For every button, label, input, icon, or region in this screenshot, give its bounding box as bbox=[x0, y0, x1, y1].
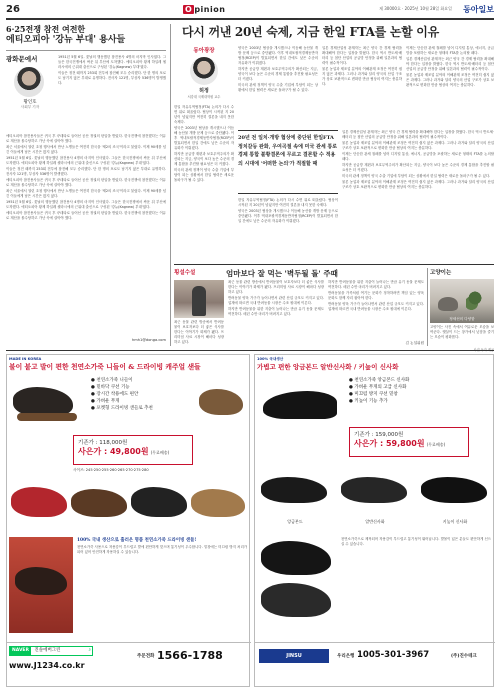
paragraph: 반려동물 양육 가구가 늘어나면서 관련 산업 규모도 커지고 있다. 업계에 따르면 국내 반려동물 시장은 수조 원대에 이른다. bbox=[228, 296, 324, 305]
bullet-item: ● 천연소가죽 앙금본드 신사화 bbox=[349, 378, 410, 383]
dress-shoe-photo bbox=[261, 477, 327, 503]
main-body-col3 bbox=[322, 46, 402, 126]
section-label: O pinion bbox=[185, 5, 226, 14]
paragraph: 1951년 5월 6일. 꽃날의 행동했던 참전용사 4명의 마지막 인사였다. 그들은 한국전쟁에서 싸운 뒤 부산에 도착했다. 에티오피아 황제 하일레 셀라시에의 근위대 출신으로 구성된 '강뉴(Kagnew) 부대'였다. bbox=[58, 55, 166, 69]
paragraph: 일본 경제산업성 관계자는 최근 양국 간 경제 협력을 확대해야 한다는 입장을 밝혔다. 한국 역시 반도체·배터리 등 첨단 산업의 공급망 안정을 위해 일본과의 협력이 필수적이다. bbox=[342, 130, 494, 139]
ad-right-price-box bbox=[349, 427, 469, 457]
ad-divider bbox=[6, 350, 494, 351]
model-card bbox=[257, 463, 333, 527]
paragraph: 이들은 정전 때까지 253회 전투에 참전해 모두 승리했다. 단 한 명의 포로도 남기지 않은 부대로 유명하다. 전사자 121명, 부상자 536명이 발생했다. bbox=[6, 167, 166, 176]
paragraph: 물론 농업과 제조업 분야의 이해관계 조정은 여전히 쉽지 않은 과제다. 그러나 과거와 달리 양국의 산업 구조가 상호 보완적으로 변화한 만큼 협상의 여지는 충분하다. bbox=[322, 67, 402, 86]
sandal-sole bbox=[17, 413, 77, 421]
columnist-role: 서강대 국제대학원 교수 bbox=[187, 95, 221, 99]
cat-shape bbox=[438, 297, 458, 311]
dress-shoe-photo bbox=[421, 477, 487, 503]
paragraph: 하지만 반려동물을 위한 지출이 늘어나는 만큼 유기 동물 문제도 여전하다. 매년 수만 마리가 버려지고 있다. bbox=[228, 307, 324, 316]
column-signoff: 김 논설위원 bbox=[405, 341, 424, 345]
ad-right-models bbox=[257, 463, 493, 527]
paragraph: 하지만 반려동물을 위한 지출이 늘어나는 만큼 유기 동물 문제도 여전하다. 매년 수만 마리가 버려지고 있다. bbox=[328, 280, 424, 289]
bullet-item: ● 미끄럼 방지 쿠션 밑창 bbox=[349, 392, 398, 397]
paragraph: 미국의 관세 정책이 양국 수출 기업에 부담이 되는 상황에서 한일 협력은 새로운 돌파구가 될 수 있다. bbox=[238, 83, 318, 92]
date-line: 제 30000호 · 2025년 10월 28일 화요일 bbox=[379, 6, 452, 11]
paragraph: 1951년 5월 6일. 꽃날의 행동했던 참전용사 4명의 마지막 인사였다. 그들은 한국전쟁에서 싸운 뒤 부산에 도착했다. 에티오피아 황제 하일레 셀라시에의 근위대 출신으로 구성된 '강뉴(Kagnew) 부대'였다. bbox=[6, 200, 166, 209]
author-role: 사회부 기자 bbox=[20, 105, 40, 109]
paragraph: 한일 자유무역협정(FTA) 논의가 다시 수면 위로 떠올랐다. 협상이 시작된 지 20년이 넘었지만 여전히 결론을 내지 못한 숙제다. bbox=[238, 198, 338, 207]
paragraph: 일본 경제산업성 관계자는 최근 양국 간 경제 협력을 확대해야 한다는 입장을 밝혔다. 한국 역시 반도체·배터리 등 첨단 산업의 공급망 안정을 위해 일본과의 협력이 필수적이다. bbox=[406, 57, 494, 71]
main-body-col4 bbox=[406, 46, 494, 126]
ad-left-shoe-group-1 bbox=[11, 377, 89, 437]
bullet-item: ● 천연소가죽 니들이 bbox=[91, 378, 133, 383]
paragraph: 물론 농업과 제조업 분야의 이해관계 조정은 여전히 쉽지 않은 과제다. 그러나 과거와 달리 양국의 산업 구조가 상호 보완적으로 변화한 만큼 협상의 여지는 충분하다. bbox=[342, 141, 494, 150]
paragraph: 일본 경제산업성 관계자는 최근 양국 간 경제 협력을 확대해야 한다는 입장을 밝혔다. 한국 역시 반도체·배터리 등 첨단 산업의 공급망 안정을 위해 일본과의 협력이 필수적이다. bbox=[322, 46, 402, 65]
ad-right-shoe-main bbox=[259, 377, 343, 433]
paragraph: 하지만 공급망 재편과 보호무역주의가 확산되는 지금, 양국이 보다 높은 수준의 경제 통합을 추진할 필요성은 더 커졌다. bbox=[174, 152, 234, 166]
paragraph: 이들은 정전 때까지 253회 전투에 참전해 모두 승리했다. 단 한 명의 포로도 남기지 않은 부대로 유명하다. 전사자 121명, 부상자 536명이 발생했다. bbox=[58, 71, 166, 85]
paragraph: 미국의 관세 정책이 양국 수출 기업에 부담이 되는 상황에서 한일 협력은 새로운 돌파구가 될 수 있다. bbox=[174, 168, 234, 182]
paragraph: 반려동물 양육 가구가 늘어나면서 관련 산업 규모도 커지고 있다. 업계에 따르면 국내 반려동물 시장은 수조 원대에 이른다. bbox=[328, 302, 424, 311]
bullet-item: ● 밑바닥 쿠션 기능 bbox=[91, 385, 130, 390]
ad-left-desc: 천연소가죽 사용으로 착용감이 부드럽고 발에 편안하게 맞으며 통기성이 우수합니다. 밑창에는 미끄럼 방지 처리가 되어 있어 안전하게 착용하실 수 있습니다. bbox=[77, 545, 247, 554]
pull-quote-text: 20년 전 일치·개방 협상에 중단된 한일FTA 정치갈등 완화, 우여곡절 속에 미국 관세 통로경제 통합 불황결론에 무르고 결론할 수 적용의 시대에 '어떠한 논의'가 적절할 때 bbox=[238, 135, 338, 167]
ad-right-price: 기존가 : 159,000원 bbox=[354, 432, 404, 438]
ad-left-photo-row bbox=[9, 477, 249, 535]
column-divider bbox=[170, 24, 171, 346]
column-name: 동아광장 bbox=[193, 48, 215, 54]
ad-made-in: MADE IN KOREA bbox=[9, 357, 42, 361]
sandal-feature bbox=[15, 567, 67, 595]
paper-name: 동아일보 bbox=[463, 5, 494, 14]
ad-left-sizes: 사이즈: 245·250·255·260·265·270·275·280 bbox=[73, 468, 149, 472]
naver-logo: NAVER bbox=[12, 648, 29, 653]
naver-search-text: 진솔에버그린 bbox=[34, 648, 61, 653]
bullet-item: ● 가벼운 무게의 고급 신사화 bbox=[349, 385, 407, 390]
ad-right-top: 100% 국내생산 bbox=[257, 357, 284, 361]
left-divider bbox=[6, 50, 166, 51]
paragraph: 양국은 2003년 협상을 개시했으나 이듬해 농산물 개방 문제 등으로 중단됐다. 이후 역내포괄적경제동반자협정(RCEP)이 발효되면서 한일 간에도 낮은 수준의 자유화가 이뤄졌다. bbox=[174, 126, 234, 150]
paragraph: 최근 서울에서 열린 초청 행사에서 만난 노병들은 여전히 한국을 '제2의 조국'이라고 불렀다. 이제 90세를 넘긴 이들에게 남은 시간은 많지 않다. bbox=[6, 145, 166, 154]
paragraph: 양국은 2003년 협상을 개시했으나 이듬해 농산물 개방 문제 등으로 중단됐다. 이후 역내포괄적경제동반자협정(RCEP)이 발효되면서 한일 간에도 낮은 수준의 자유화가 이뤄졌다. bbox=[238, 209, 338, 223]
ad-left-price: 기존가 : 118,000원 bbox=[78, 440, 128, 446]
photo-label: 고양이는 bbox=[430, 270, 452, 276]
ad-right-desc: 천연소가죽으로 제작되어 착용감이 부드럽고 통기성이 뛰어납니다. 발볼이 넓은 분들도 편안하게 신으실 수 있습니다. bbox=[341, 537, 491, 546]
model-card bbox=[417, 463, 493, 527]
left-headline: 에티오피아 '강뉴 부대' 용사들 bbox=[6, 35, 126, 45]
paragraph: 에티오피아 참전용사들은 귀국 후 쿠데타로 들어선 공산 정권의 탄압을 받았다. 한국전쟁에 참전했다는 이유로 재산을 몰수당하고 가난 속에 살아야 했다. bbox=[6, 134, 166, 143]
ad-right-company: (주)진수테크 bbox=[451, 654, 477, 659]
paragraph: 미국의 관세 정책이 양국 수출 기업에 부담이 되는 상황에서 한일 협력은 새로운 돌파구가 될 수 있다. bbox=[342, 174, 491, 178]
ad-left-promo: 100% 국내 생산으로 흘러온 명품 천연소가죽 드라이빙 샌들! bbox=[77, 538, 197, 543]
ad-right-bullets bbox=[349, 377, 489, 427]
paragraph: 물론 농업과 제조업 분야의 이해관계 조정은 여전히 쉽지 않은 과제다. 그러나 과거와 달리 양국의 산업 구조가 상호 보완적으로 변화한 만큼 협상의 여지는 충분하다. bbox=[406, 73, 494, 87]
ad-right-sale: 사은가 : 59,800원 (무료배송) bbox=[354, 439, 446, 448]
ad-right-phone[interactable]: 1005-301-3967 bbox=[357, 650, 430, 660]
main-headline: 다시 꺼낸 20년 숙제, 지금 한일 FTA를 논할 이유 bbox=[182, 25, 439, 39]
paragraph: 하지만 공급망 재편과 보호무역주의가 확산되는 지금, 양국이 보다 높은 수준의 경제 통합을 추진할 필요성은 더 커졌다. bbox=[238, 67, 318, 81]
masthead bbox=[6, 4, 494, 18]
ad-right-bank: 우리은행 bbox=[337, 654, 355, 659]
main-body-col2 bbox=[238, 46, 318, 126]
left-signoff[interactable]: hmh1@donga.com bbox=[132, 338, 166, 342]
sandal-image bbox=[199, 389, 243, 415]
column-headline: 엄마보다 잘 먹는 '벽두될 돌' 주때 bbox=[226, 269, 338, 278]
columnist-name: 허정 bbox=[199, 88, 209, 94]
paragraph: 이제는 단순한 관세 철폐를 넘어 디지털 통상, 에너지, 공급망을 포괄하는 새로운 형태의 FTA를 논의할 때다. bbox=[406, 46, 494, 55]
ad-left-footer bbox=[7, 642, 251, 686]
paragraph: 최근 서울에서 열린 초청 행사에서 만난 노병들은 여전히 한국을 '제2의 조국'이라고 불렀다. 이제 90세를 넘긴 이들에게 남은 시간은 많지 않다. bbox=[6, 189, 166, 198]
bullet-item: ● 포켓형 드라이빙 샌들로 추천 bbox=[91, 406, 153, 411]
column-body-left bbox=[228, 280, 324, 344]
paragraph: 이제는 단순한 관세 철폐를 넘어 디지털 통상, 에너지, 공급망을 포괄하는 새로운 형태의 FTA를 논의할 때다. bbox=[342, 152, 494, 161]
dress-shoe-photo bbox=[261, 541, 331, 575]
dress-shoe-image bbox=[263, 391, 337, 419]
left-column bbox=[6, 24, 166, 346]
main-body-col1 bbox=[174, 105, 234, 245]
plant-shape bbox=[466, 285, 484, 311]
dress-shoe-photo bbox=[261, 583, 331, 617]
ad-left-phone[interactable]: 1566-1788 bbox=[157, 649, 223, 662]
bullet-item: ● 장시간 착용에도 편안 bbox=[91, 392, 139, 397]
ad-left-feature-photo bbox=[9, 537, 73, 633]
model-label: 알반신사화 bbox=[365, 519, 385, 524]
sandal-photo-black bbox=[131, 487, 187, 517]
sandal-photo-tan bbox=[191, 489, 245, 517]
model-card bbox=[337, 463, 413, 527]
section-divider bbox=[174, 264, 494, 265]
photo-section bbox=[430, 268, 494, 352]
main-body-col6 bbox=[342, 130, 494, 262]
author-label: 광화문에서 bbox=[6, 55, 38, 63]
search-icon: ⌕ bbox=[88, 648, 91, 653]
pull-quote bbox=[238, 130, 338, 194]
model-label: 키높이 신사화 bbox=[442, 519, 468, 524]
ad-left-price-box bbox=[73, 435, 193, 465]
ad-left-headline: 불이 붙고 발이 편한 천연소가죽 니들이 & 드라이빙 캐주얼 샌들 bbox=[9, 363, 201, 371]
column-body-right bbox=[328, 280, 424, 338]
main-body-col5 bbox=[238, 198, 338, 262]
paragraph: 하지만 공급망 재편과 보호무역주의가 확산되는 지금, 양국이 보다 높은 수준의 경제 통합을 추진할 필요성은 더 커졌다. bbox=[342, 163, 494, 172]
column-label: 횡설수설 bbox=[174, 270, 196, 276]
paragraph: 에티오피아 참전용사들은 귀국 후 쿠데타로 들어선 공산 정권의 탄압을 받았다. 한국전쟁에 참전했다는 이유로 재산을 몰수당하고 가난 속에 살아야 했다. bbox=[6, 178, 166, 187]
left-kicker: 6·25전쟁 참전 여전한 bbox=[6, 24, 86, 34]
sandal-photo-red bbox=[11, 487, 67, 517]
cat-photo bbox=[430, 279, 494, 323]
photo-credit: 사진 독자 제공 bbox=[473, 348, 494, 352]
column-body-under-photo bbox=[174, 320, 224, 344]
paragraph: 양국은 2003년 협상을 개시했으나 이듬해 농산물 개방 문제 등으로 중단됐다. 이후 역내포괄적경제동반자협정(RCEP)이 발효되면서 한일 간에도 낮은 수준의 자유화가 이뤄졌다. bbox=[238, 46, 318, 65]
ad-right-footer bbox=[255, 642, 495, 686]
paragraph: 반려동물을 가족처럼 여기는 문화가 정착하려면 책임 있는 양육 문화도 함께 자리 잡아야 한다. bbox=[328, 291, 424, 300]
ad-left-shoe-group-2 bbox=[195, 377, 247, 431]
paragraph: 최근 동물 관련 방송에서 반려동물이 보호자보다 더 좋은 식사를 한다는 이야기가 화제가 됐다. 프리미엄 사료 시장이 해마다 성장하고 있다. bbox=[228, 280, 324, 294]
paragraph: 1951년 5월 6일. 꽃날의 행동했던 참전용사 4명의 마지막 인사였다. 그들은 한국전쟁에서 싸운 뒤 부산에 도착했다. 에티오피아 황제 하일레 셀라시에의 근위대 출신으로 구성된 '강뉴(Kagnew) 부대'였다. bbox=[6, 156, 166, 165]
column-box bbox=[174, 46, 234, 264]
bullet-item: ● 가벼운 무게 bbox=[91, 399, 120, 404]
column-section bbox=[174, 268, 424, 346]
ad-left-url[interactable]: www.J1234.co.kr bbox=[9, 661, 85, 670]
paragraph: 한일 자유무역협정(FTA) 논의가 다시 수면 위로 떠올랐다. 협상이 시작된 지 20년이 넘었지만 여전히 결론을 내지 못한 숙제다. bbox=[174, 105, 234, 124]
author-photo bbox=[14, 67, 44, 97]
left-body-top bbox=[58, 55, 166, 131]
model-label: 앙금본드 bbox=[287, 519, 303, 524]
ad-right-logo: JINSU bbox=[259, 649, 329, 663]
columnist-photo bbox=[190, 57, 218, 85]
ad-left-top bbox=[9, 357, 249, 361]
photo-desc: 고양이는 사진 속에서 여유로운 모습을 보여준다. 햇살이 드는 창가에서 낮잠을 즐기는 모습이 평화롭다. bbox=[430, 325, 494, 339]
ad-left-phone-label: 주문전화 bbox=[137, 654, 155, 659]
ad-left bbox=[6, 354, 250, 687]
column-photo bbox=[174, 280, 224, 318]
ad-right-bottom-photos bbox=[257, 531, 493, 627]
dress-shoe-photo bbox=[341, 477, 407, 503]
page-number: 26 bbox=[6, 4, 20, 15]
main-article bbox=[174, 24, 494, 264]
bullet-item: ● 키높이 기능 추가 bbox=[349, 399, 388, 404]
left-body-bottom bbox=[6, 134, 166, 334]
ad-left-bullets bbox=[91, 377, 191, 431]
author-box bbox=[6, 55, 54, 117]
masthead-rule bbox=[6, 18, 494, 20]
photo-figure bbox=[192, 286, 206, 316]
naver-search-bar[interactable] bbox=[9, 646, 93, 656]
column-divider-2 bbox=[427, 268, 428, 346]
paragraph: 에티오피아 참전용사들은 귀국 후 쿠데타로 들어선 공산 정권의 탄압을 받았다. 한국전쟁에 참전했다는 이유로 재산을 몰수당하고 가난 속에 살아야 했다. bbox=[6, 211, 166, 220]
ad-right bbox=[254, 354, 494, 687]
paragraph: 최근 동물 관련 방송에서 반려동물이 보호자보다 더 좋은 식사를 한다는 이야기가 화제가 됐다. 프리미엄 사료 시장이 해마다 성장하고 있다. bbox=[174, 320, 224, 344]
paragraph: 물론 농업과 제조업 분야의 이해관계 조정은 여전히 쉽지 않은 과제다. 그러나 과거와 달리 양국의 산업 구조가 상호 보완적으로 변화한 만큼 협상의 여지는 충분하다. bbox=[342, 180, 494, 189]
author-name: 황인호 bbox=[23, 100, 37, 105]
sandal-photo-brown bbox=[71, 489, 127, 517]
ad-right-headline: 가볍고 편한 앙금본드 알반신사화 / 키높이 신사화 bbox=[257, 363, 399, 371]
ad-left-sale: 사은가 : 49,800원 (무료배송) bbox=[78, 447, 170, 456]
photo-caption: 정세선의 다양함 bbox=[449, 317, 475, 321]
